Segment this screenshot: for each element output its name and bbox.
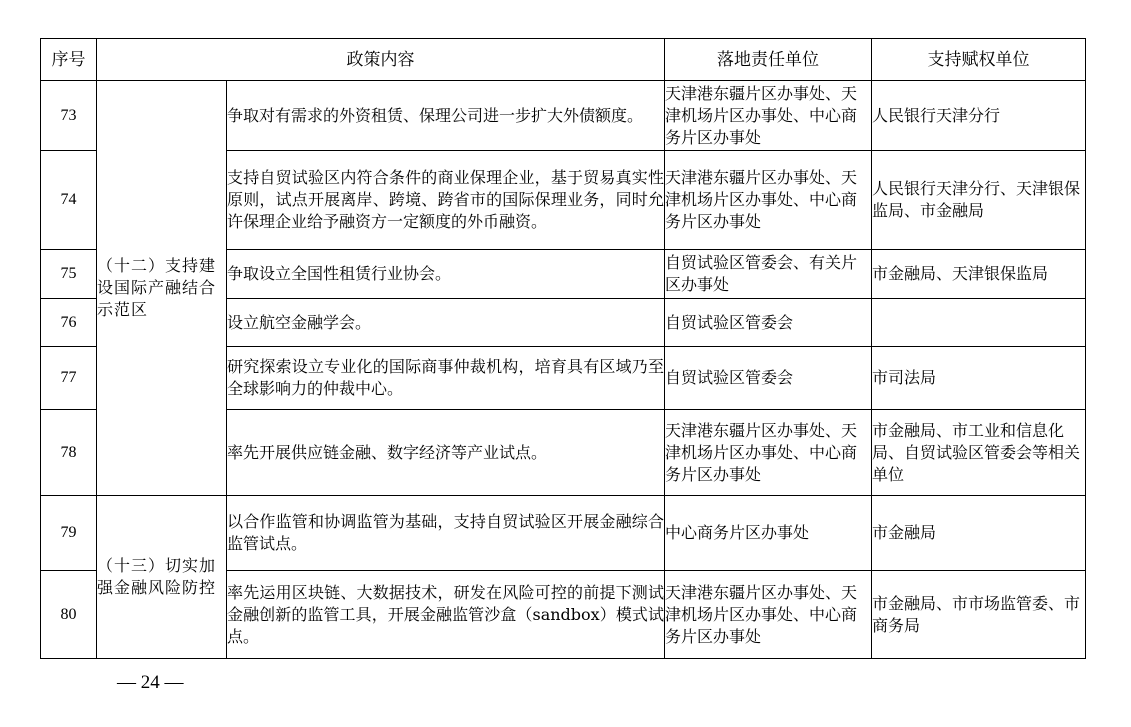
header-content: 政策内容 bbox=[97, 39, 665, 81]
policy-content: 设立航空金融学会。 bbox=[227, 299, 665, 347]
granting-unit: 市金融局 bbox=[872, 496, 1086, 571]
policy-content: 率先运用区块链、大数据技术，研发在风险可控的前提下测试金融创新的监管工具，开展金融监管沙盒（sandbox）模式试点。 bbox=[227, 571, 665, 659]
granting-unit bbox=[872, 299, 1086, 347]
row-number: 80 bbox=[41, 571, 97, 659]
policy-content: 率先开展供应链金融、数字经济等产业试点。 bbox=[227, 410, 665, 496]
policy-content: 以合作监管和协调监管为基础，支持自贸试验区开展金融综合监管试点。 bbox=[227, 496, 665, 571]
header-seq: 序号 bbox=[41, 39, 97, 81]
category-cell bbox=[97, 496, 227, 659]
category-label: （十三）切实加强金融风险防控 bbox=[97, 556, 217, 597]
policy-content: 争取设立全国性租赁行业协会。 bbox=[227, 250, 665, 299]
granting-unit: 人民银行天津分行、天津银保监局、市金融局 bbox=[872, 151, 1086, 250]
responsible-unit: 中心商务片区办事处 bbox=[665, 496, 872, 571]
responsible-unit: 自贸试验区管委会 bbox=[665, 299, 872, 347]
page-number: — 24 — bbox=[117, 672, 184, 693]
responsible-unit: 天津港东疆片区办事处、天津机场片区办事处、中心商务片区办事处 bbox=[665, 81, 872, 151]
category-label: （十二）支持建设国际产融结合示范区 bbox=[97, 256, 217, 319]
policy-content: 支持自贸试验区内符合条件的商业保理企业，基于贸易真实性原则，试点开展离岸、跨境、跨省市的国际保理业务，同时允许保理企业给予融资方一定额度的外币融资。 bbox=[227, 151, 665, 250]
row-number: 75 bbox=[41, 250, 97, 299]
row-number: 73 bbox=[41, 81, 97, 151]
granting-unit: 人民银行天津分行 bbox=[872, 81, 1086, 151]
header-grant: 支持赋权单位 bbox=[872, 39, 1086, 81]
responsible-unit: 天津港东疆片区办事处、天津机场片区办事处、中心商务片区办事处 bbox=[665, 571, 872, 659]
granting-unit: 市金融局、天津银保监局 bbox=[872, 250, 1086, 299]
responsible-unit: 自贸试验区管委会、有关片区办事处 bbox=[665, 250, 872, 299]
policy-content: 研究探索设立专业化的国际商事仲裁机构，培育具有区域乃至全球影响力的仲裁中心。 bbox=[227, 347, 665, 410]
header-unit: 落地责任单位 bbox=[665, 39, 872, 81]
granting-unit: 市金融局、市市场监管委、市商务局 bbox=[872, 571, 1086, 659]
table-row bbox=[41, 81, 1086, 151]
granting-unit: 市司法局 bbox=[872, 347, 1086, 410]
policy-content: 争取对有需求的外资租赁、保理公司进一步扩大外债额度。 bbox=[227, 81, 665, 151]
row-number: 76 bbox=[41, 299, 97, 347]
policy-table bbox=[40, 38, 1086, 659]
table-header-row bbox=[41, 39, 1086, 81]
responsible-unit: 自贸试验区管委会 bbox=[665, 347, 872, 410]
row-number: 78 bbox=[41, 410, 97, 496]
row-number: 77 bbox=[41, 347, 97, 410]
category-cell bbox=[97, 81, 227, 496]
row-number: 79 bbox=[41, 496, 97, 571]
responsible-unit: 天津港东疆片区办事处、天津机场片区办事处、中心商务片区办事处 bbox=[665, 410, 872, 496]
row-number: 74 bbox=[41, 151, 97, 250]
responsible-unit: 天津港东疆片区办事处、天津机场片区办事处、中心商务片区办事处 bbox=[665, 151, 872, 250]
table-row bbox=[41, 496, 1086, 571]
granting-unit: 市金融局、市工业和信息化局、自贸试验区管委会等相关单位 bbox=[872, 410, 1086, 496]
